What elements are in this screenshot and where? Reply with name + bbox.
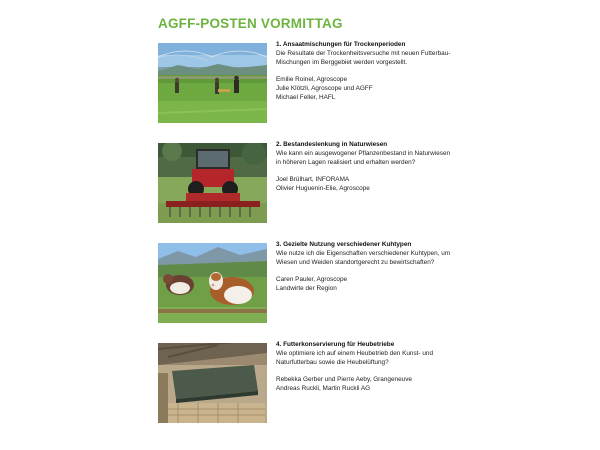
presenter-list: [276, 376, 456, 394]
post-description: Wie kann ein ausgewogener Pflanzenbestand in Naturwiesen in höheren Lagen realisiert und erhalten werden?: [276, 149, 451, 166]
post-title: 2. Bestandeslenkung in Naturwiesen: [276, 141, 388, 148]
presenter: Joel Brülhart, INFORAMA: [276, 176, 350, 184]
photo-hay-barn: [158, 343, 267, 423]
post-description: Wie optimiere ich auf einem Heubetrieb den Kunst- und Naturfutterbau sowie die Heubelüftung?: [276, 349, 434, 366]
presenter: Michael Feller, HAFL: [276, 93, 336, 101]
post-title: 4. Futterkonservierung für Heubetriebe: [276, 341, 395, 348]
photo-red-tractor: [158, 143, 267, 223]
post-1: [158, 43, 588, 123]
post-2: [158, 143, 588, 223]
post-title: 3. Gezielte Nutzung verschiedener Kuhtypen: [276, 241, 412, 248]
presenter-list: [276, 276, 456, 294]
post-4: [158, 343, 588, 423]
post-3: [158, 243, 588, 323]
page-title: AGFF-POSTEN VORMITTAG: [158, 16, 343, 31]
presenter: Rebekka Gerber und Pierre Aeby, Grangeneuve: [276, 376, 412, 384]
presenter: Julie Klötzli, Agroscope und AGFF: [276, 84, 373, 92]
photo-field-trial: [158, 43, 267, 123]
post-description: Wie nutze ich die Eigenschaften verschiedener Kuhtypen, um Wiesen und Weiden standortgerecht zu bewirtschaften?: [276, 249, 451, 266]
post-description: Die Resultate der Trockenheitsversuche mit neuen Futterbau-Mischungen im Berggebiet werden vorgestellt.: [276, 49, 451, 66]
presenter: Andreas Ruckli, Martin Ruckli AG: [276, 384, 371, 392]
presenter-list: [276, 76, 456, 102]
presenter-list: [276, 176, 456, 194]
presenter: Landwirte der Region: [276, 284, 337, 292]
presenter: Emilie Roinel, Agroscope: [276, 76, 348, 84]
presenter: Caren Pauler, Agroscope: [276, 276, 348, 284]
post-4-text: [276, 341, 456, 394]
presenter: Olivier Huguenin-Elie, Agroscope: [276, 184, 370, 192]
post-1-text: [276, 41, 456, 103]
post-3-text: [276, 241, 456, 294]
post-title: 1. Ansaatmischungen für Trockenperioden: [276, 41, 406, 48]
post-2-text: [276, 141, 456, 194]
photo-cows-pasture: [158, 243, 267, 323]
